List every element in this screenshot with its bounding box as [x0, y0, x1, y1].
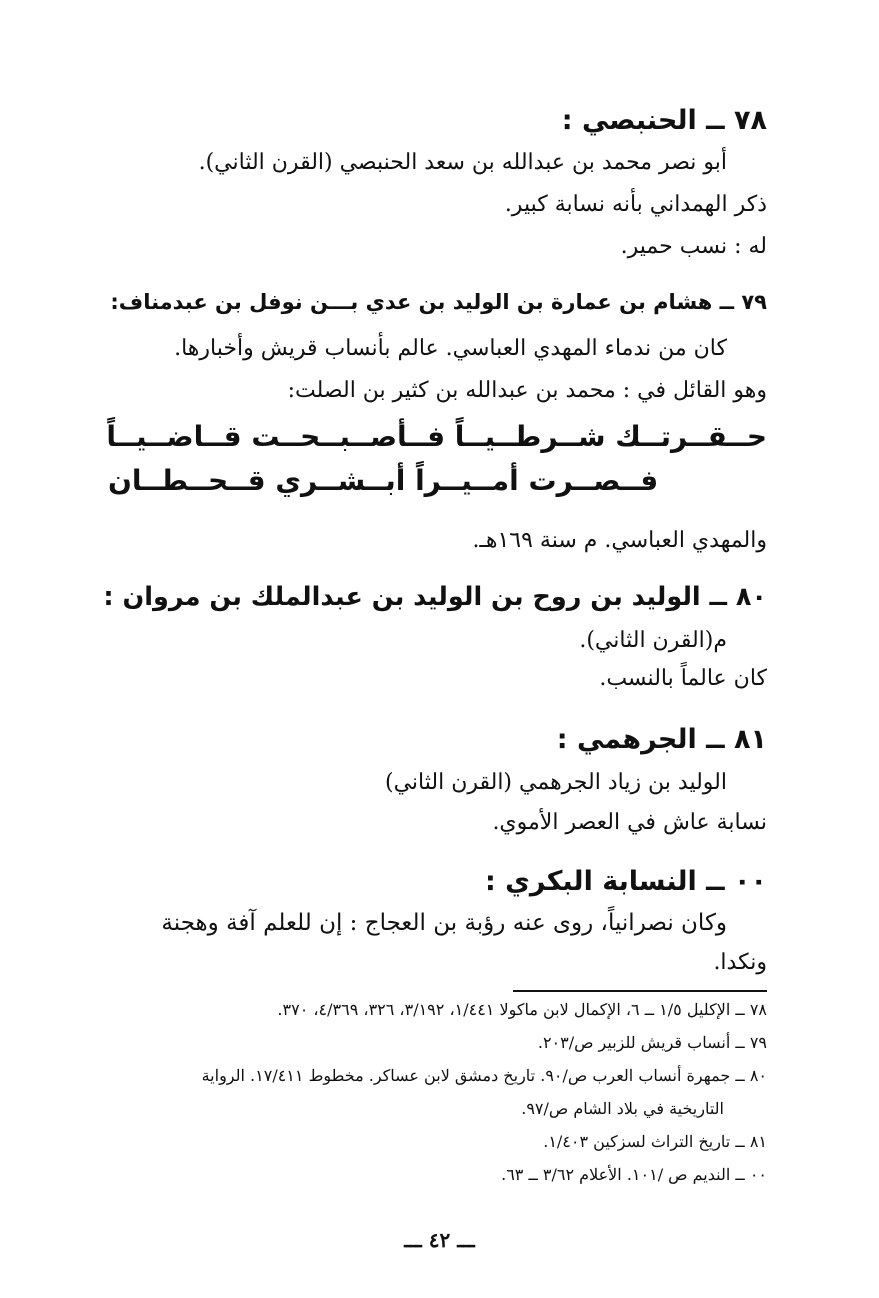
- entry-line: أبو نصر محمد بن عبدالله بن سعد الحنبصي (القرن الثاني).: [198, 150, 727, 175]
- entry-line: ونكدا.: [713, 950, 767, 975]
- entry-line: له : نسب حمير.: [620, 234, 767, 259]
- entry-line: وهو القائل في : محمد بن عبدالله بن كثير بن الصلت:: [287, 378, 767, 403]
- verse-line: فــصــرت أمــيــراً أبــشــري قــحــطــان: [108, 464, 659, 497]
- footnote: ٠٠ ــ النديم ص /١٠١. الأعلام ٣/٦٢ ــ ٦٣.: [501, 1165, 767, 1184]
- entry-line: الوليد بن زياد الجرهمي (القرن الثاني): [385, 770, 727, 795]
- footnote: ٧٨ ــ الإكليل ١/٥ ــ ٦، الإكمال لابن ماكولا ١/٤٤١، ٣/١٩٢، ٣٢٦، ٤/٣٦٩، ٣٧٠.: [277, 1000, 767, 1019]
- entry-heading: ٠٠ ــ النسابة البكري :: [484, 866, 767, 897]
- entry-heading: ٨١ ــ الجرهمي :: [556, 724, 767, 755]
- footnote: ٨١ ــ تاريخ التراث لسزكين ١/٤٠٣.: [543, 1132, 767, 1151]
- entry-heading: ٨٠ ــ الوليد بن روح بن الوليد بن عبدالملك بن مروان :: [103, 582, 767, 612]
- entry-line: ذكر الهمداني بأنه نسابة كبير.: [504, 192, 767, 217]
- page-number: ـــ ٤٢ ـــ: [404, 1228, 475, 1252]
- entry-heading: ٧٩ ــ هشام بن عمارة بن الوليد بن عدي بـــن نوفل بن عبدمناف:: [110, 290, 767, 314]
- footnote: ٨٠ ــ جمهرة أنساب العرب ص/٩٠. تاريخ دمشق لابن عساكر. مخطوط ١٧/٤١١. الرواية: [201, 1066, 767, 1085]
- entry-line: وكان نصرانياً، روى عنه رؤبة بن العجاج : إن للعلم آفة وهجنة: [161, 910, 727, 936]
- footnote-separator: [513, 990, 767, 992]
- entry-heading: ٧٨ ــ الحنبصي :: [561, 105, 767, 136]
- footnote: ٧٩ ــ أنساب قريش للزبير ص/٢٠٣.: [537, 1033, 767, 1052]
- entry-line: م(القرن الثاني).: [579, 628, 727, 653]
- footnote: التاريخية في بلاد الشام ص/٩٧.: [521, 1099, 724, 1118]
- entry-line: كان من ندماء المهدي العباسي. عالم بأنساب قريش وأخبارها.: [174, 336, 727, 361]
- verse-line: حــقــرتــك شــرطــيــاً فــأصــبــحــت قــاضــيــاً: [106, 420, 767, 453]
- entry-line: والمهدي العباسي. م سنة ١٦٩هـ.: [472, 528, 767, 553]
- entry-line: كان عالماً بالنسب.: [599, 666, 767, 691]
- entry-line: نسابة عاش في العصر الأموي.: [492, 810, 767, 835]
